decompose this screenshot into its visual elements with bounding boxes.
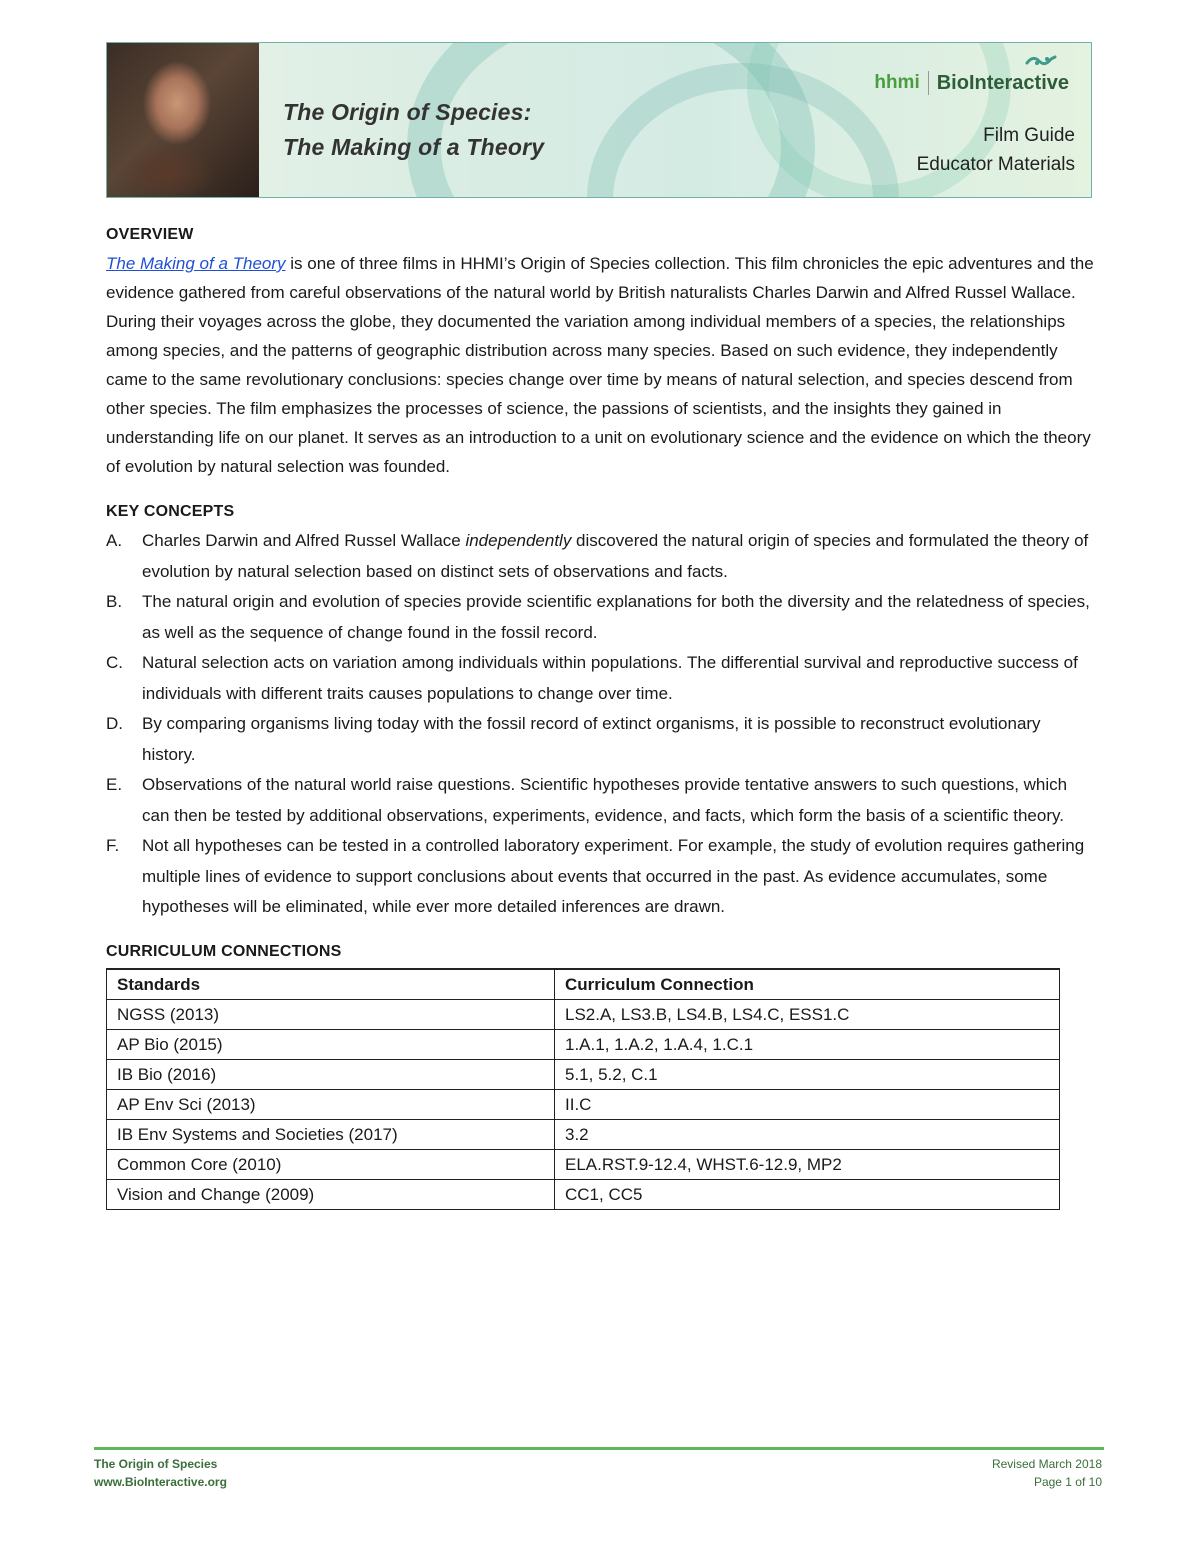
key-concept-letter: E.: [106, 775, 123, 794]
connection-cell: 5.1, 5.2, C.1: [555, 1059, 1060, 1089]
subtitle-film-guide: Film Guide: [983, 125, 1075, 146]
lizard-icon: [1025, 53, 1057, 69]
table-row: [107, 1119, 1060, 1149]
standard-cell: NGSS (2013): [107, 999, 555, 1029]
key-concept-letter: B.: [106, 592, 123, 611]
connection-cell: 3.2: [555, 1119, 1060, 1149]
connection-cell: ELA.RST.9-12.4, WHST.6-12.9, MP2: [555, 1149, 1060, 1179]
hhmi-biointeractive-logo: [874, 71, 1069, 95]
film-title-link[interactable]: The Making of a Theory: [106, 254, 286, 273]
table-header-row: [107, 969, 1060, 1000]
key-concept-item: [106, 770, 1096, 831]
key-concepts-heading: KEY CONCEPTS: [106, 503, 235, 520]
table-row: [107, 1149, 1060, 1179]
key-concept-letter: C.: [106, 653, 123, 672]
table-row: [107, 1059, 1060, 1089]
logo-biointeractive-text: BioInteractive: [936, 71, 1069, 94]
document-subtitle: [917, 121, 1075, 179]
footer-page-number: Page 1 of 10: [1033, 1475, 1102, 1489]
curriculum-heading: CURRICULUM CONNECTIONS: [106, 942, 342, 960]
footer-website[interactable]: www.BioInteractive.org: [94, 1475, 227, 1489]
table-row: [107, 1029, 1060, 1059]
key-concept-item: [106, 831, 1096, 923]
key-concept-text: [142, 770, 1096, 831]
key-concept-text-start: The natural origin and evolution of species provide scientific explanations for both the diversity and the relatedness of species, as well as the sequence of change found in the fossil record.: [142, 592, 1090, 642]
key-concept-letter: A.: [106, 531, 123, 550]
key-concept-item: [106, 648, 1096, 709]
key-concept-item: [106, 526, 1096, 587]
key-concept-item: [106, 709, 1096, 770]
footer-revised-date: Revised March 2018: [991, 1457, 1102, 1471]
key-concept-item: [106, 587, 1096, 648]
column-header-connection: Curriculum Connection: [555, 969, 1060, 1000]
key-concept-letter: D.: [106, 714, 123, 733]
logo-hhmi-text: hhmi: [874, 72, 920, 93]
key-concept-text-start: Observations of the natural world raise questions. Scientific hypotheses provide tentative answers to such questions, which can then be tested by additional observations, experiments, evidence, and facts, which form the basis of a scientific theory.: [142, 775, 1068, 825]
key-concept-text-end: discovered the natural origin of species and formulated the theory of evolution by natural selection based on distinct sets of observations and facts.: [142, 531, 1089, 581]
overview-paragraph: [106, 249, 1096, 481]
connection-cell: 1.A.1, 1.A.2, 1.A.4, 1.C.1: [555, 1029, 1060, 1059]
subtitle-educator-materials: Educator Materials: [916, 154, 1075, 175]
film-still-image: [107, 43, 259, 198]
key-concept-emphasis: independently: [465, 531, 572, 550]
table-row: [107, 1179, 1060, 1209]
connection-cell: II.C: [555, 1089, 1060, 1119]
key-concept-text-start: By comparing organisms living today with the fossil record of extinct organisms, it is possible to reconstruct evolutionary history.: [142, 714, 1041, 764]
footer-right: [992, 1455, 1102, 1491]
connection-cell: LS2.A, LS3.B, LS4.B, LS4.C, ESS1.C: [555, 999, 1060, 1029]
header-banner: [106, 42, 1092, 198]
logo-divider: [928, 71, 929, 95]
title-line-2: The Making of a Theory: [283, 134, 545, 160]
key-concept-text-start: Not all hypotheses can be tested in a controlled laboratory experiment. For example, the study of evolution requires gathering multiple lines of evidence to support conclusions about events that occurred in the past. As evidence accumulates, some hypotheses will be eliminated, while ever more detailed inferences are drawn.: [142, 836, 1085, 916]
table-row: [107, 999, 1060, 1029]
connection-cell: CC1, CC5: [555, 1179, 1060, 1209]
curriculum-table: [106, 968, 1060, 1210]
footer-divider: [94, 1447, 1104, 1450]
standard-cell: AP Env Sci (2013): [107, 1089, 555, 1119]
key-concept-text: [142, 587, 1096, 648]
key-concept-text: [142, 648, 1096, 709]
standard-cell: AP Bio (2015): [107, 1029, 555, 1059]
standard-cell: IB Env Systems and Societies (2017): [107, 1119, 555, 1149]
key-concept-text-start: Natural selection acts on variation among individuals within populations. The differential survival and reproductive success of individuals with different traits causes populations to change over time.: [142, 653, 1078, 703]
column-header-standards: Standards: [107, 969, 555, 1000]
standard-cell: Vision and Change (2009): [107, 1179, 555, 1209]
overview-heading: OVERVIEW: [106, 226, 194, 243]
standard-cell: IB Bio (2016): [107, 1059, 555, 1089]
standard-cell: Common Core (2010): [107, 1149, 555, 1179]
key-concept-text-start: Charles Darwin and Alfred Russel Wallace: [142, 531, 466, 550]
document-title: [283, 95, 544, 165]
key-concept-letter: F.: [106, 836, 120, 855]
key-concept-text: [142, 526, 1096, 587]
key-concept-text: [142, 709, 1096, 770]
overview-body: is one of three films in HHMI’s Origin of Species collection. This film chronicles the epic adventures and the evidence gathered from careful observations of the natural world by British naturalists Charles Darwin and Alfred Russel Wallace. During their voyages across the globe, they documented the variation among individual members of a species, the relationships among species, and the patterns of geographic distribution across many species. Based on such evidence, they independently came to the same revolutionary conclusions: species change over time by means of natural selection, and species descend from other species. The film emphasizes the processes of science, the passions of scientists, and the insights they gained in understanding life on our planet. It serves as an introduction to a unit on evolutionary science and the evidence on which the theory of evolution by natural selection was founded.: [106, 254, 1094, 476]
footer-left: [94, 1455, 227, 1491]
table-row: [107, 1089, 1060, 1119]
main-content: [106, 220, 1096, 1210]
key-concepts-list: [106, 526, 1096, 923]
title-line-1: The Origin of Species:: [283, 99, 532, 125]
footer-title: The Origin of Species: [94, 1457, 218, 1471]
key-concept-text: [142, 831, 1096, 923]
